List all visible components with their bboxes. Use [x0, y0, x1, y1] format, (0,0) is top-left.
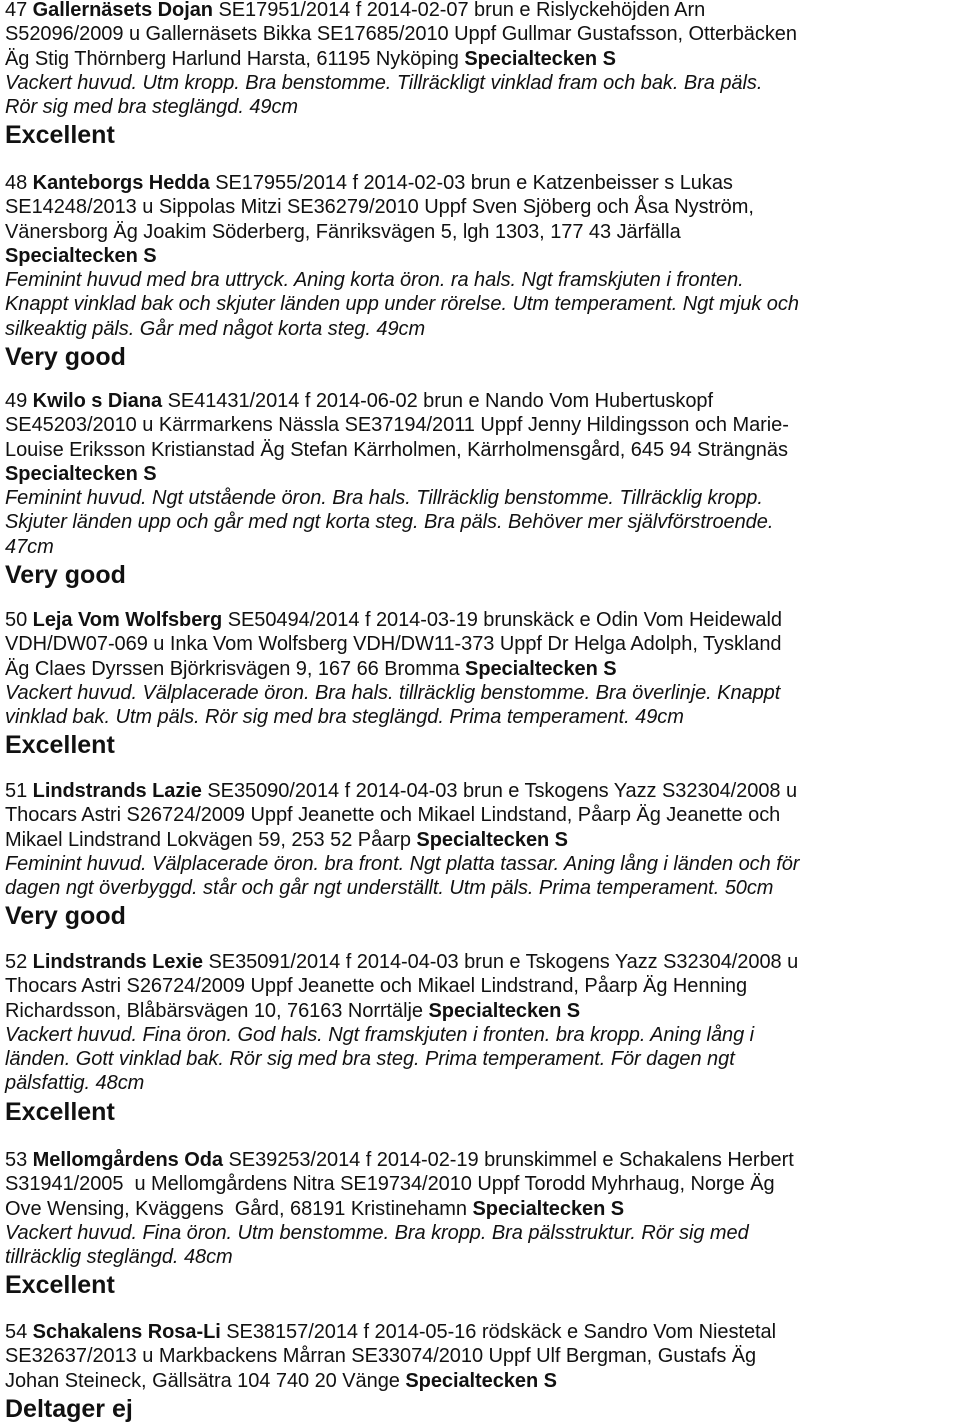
critique-line: Vackert huvud. Fina öron. God hals. Ngt framskjuten i fronten. bra kropp. Aning lång i [5, 1023, 755, 1046]
special-mark: Specialtecken S [416, 828, 568, 851]
critique-line: 47cm [5, 535, 54, 558]
special-mark: Specialtecken S [464, 47, 616, 70]
pedigree-line [5, 657, 957, 681]
pedigree-line: Thocars Astri S26724/2009 Uppf Jeanette och Mikael Lindstrand, Påarp Äg Henning [5, 975, 748, 998]
catalog-number: 48 [5, 172, 28, 194]
critique-line: tillräcklig steglängd. 48cm [5, 1246, 233, 1269]
entry-53 [5, 1148, 957, 1300]
grade: Excellent [5, 121, 115, 150]
pedigree-line [5, 1197, 957, 1221]
pedigree-line: Vänersborg Äg Joakim Söderberg, Fänriksvägen 5, lgh 1303, 177 43 Järfälla [5, 220, 681, 243]
grade: Excellent [5, 1271, 115, 1300]
grade: Deltager ej [5, 1394, 133, 1423]
pedigree-line: Louise Eriksson Kristianstad Äg Stefan Kärrholmen, Kärrholmensgård, 645 94 Strängnäs [5, 438, 788, 461]
pedigree-line [5, 608, 957, 632]
special-mark: Specialtecken S [428, 999, 581, 1022]
critique-line: Feminint huvud med bra uttryck. Aning korta öron. ra hals. Ngt framskjuten i fronten. [5, 269, 744, 292]
special-mark: Specialtecken S [405, 1369, 557, 1392]
critique-line: Knappt vinklad bak och skjuter länden upp under rörelse. Utm temperament. Ngt mjuk och [5, 293, 799, 316]
special-mark: Specialtecken S [5, 244, 157, 267]
pedigree-line [5, 389, 957, 413]
pedigree-line: S31941/2005 u Mellomgårdens Nitra SE19734/2010 Uppf Torodd Myhrhaug, Norge Äg [5, 1173, 775, 1196]
critique-line: vinklad bak. Utm päls. Rör sig med bra steglängd. Prima temperament. 49cm [5, 706, 684, 729]
entry-54 [5, 1320, 957, 1424]
entry-47 [5, 0, 957, 150]
catalog-number: 49 [5, 390, 28, 412]
catalog-number: 47 [5, 0, 28, 21]
pedigree-text: SE39253/2014 f 2014-02-19 brunskimmel e Schakalens Herbert [222, 1149, 794, 1171]
dog-name: Gallernäsets Dojan [32, 0, 213, 21]
dog-name: Leja Vom Wolfsberg [32, 609, 223, 631]
special-mark: Specialtecken S [5, 462, 157, 485]
critique-line: pälsfattig. 48cm [5, 1072, 145, 1095]
special-mark: Specialtecken S [472, 1197, 625, 1220]
grade: Excellent [5, 1097, 115, 1126]
pedigree-text: Mikael Lindstrand Lokvägen 59, 253 52 Påarp [5, 828, 417, 851]
dog-name: Mellomgårdens Oda [32, 1149, 223, 1171]
pedigree-line: SE32637/2013 u Markbackens Mårran SE33074/2010 Uppf Ulf Bergman, Gustafs Äg [5, 1345, 757, 1368]
pedigree-text: SE41431/2014 f 2014-06-02 brun e Nando Vom Hubertuskopf [162, 390, 713, 412]
entry-50 [5, 608, 957, 760]
critique-line: Feminint huvud. Ngt utstående öron. Bra hals. Tillräcklig benstomme. Tillräcklig kropp. [5, 487, 763, 510]
pedigree-line: Thocars Astri S26724/2009 Uppf Jeanette och Mikael Lindstand, Påarp Äg Jeanette och [5, 804, 781, 827]
pedigree-line [5, 999, 957, 1023]
pedigree-line [5, 47, 957, 71]
pedigree-text: SE35091/2014 f 2014-04-03 brun e Tskogens Yazz S32304/2008 u [202, 951, 799, 973]
dog-name: Kanteborgs Hedda [32, 172, 210, 194]
critique-line: Rör sig med bra steglängd. 49cm [5, 96, 299, 119]
dog-name: Schakalens Rosa-Li [32, 1321, 221, 1343]
pedigree-line [5, 171, 957, 195]
grade: Very good [5, 561, 126, 590]
catalog-number: 51 [5, 780, 28, 802]
dog-name: Kwilo s Diana [32, 390, 163, 412]
entry-48 [5, 171, 957, 372]
entry-51 [5, 779, 957, 931]
critique-line: Vackert huvud. Utm kropp. Bra benstomme. Tillräckligt vinklad fram och bak. Bra päls. [5, 71, 763, 94]
catalog-number: 50 [5, 609, 28, 631]
dog-name: Lindstrands Lazie [32, 780, 202, 802]
critique-line: Feminint huvud. Välplacerade öron. bra front. Ngt platta tassar. Aning lång i länden och för [5, 852, 800, 875]
grade: Very good [5, 902, 126, 931]
pedigree-line [5, 779, 957, 803]
dog-name: Lindstrands Lexie [32, 951, 203, 973]
critique-line: länden. Gott vinklad bak. Rör sig med bra steg. Prima temperament. För dagen ngt [5, 1048, 735, 1071]
pedigree-text: Ove Wensing, Kväggens Gård, 68191 Kristinehamn [5, 1197, 473, 1220]
pedigree-text: SE17955/2014 f 2014-02-03 brun e Katzenbeisser s Lukas [209, 172, 733, 194]
special-mark: Specialtecken S [465, 657, 617, 680]
pedigree-text: Johan Steineck, Gällsätra 104 740 20 Vänge [5, 1369, 406, 1392]
grade: Very good [5, 343, 126, 372]
critique-line: dagen ngt överbyggd. står och går ngt underställt. Utm päls. Prima temperament. 50cm [5, 877, 774, 900]
pedigree-line [5, 828, 957, 852]
grade: Excellent [5, 731, 115, 760]
pedigree-text: SE50494/2014 f 2014-03-19 brunskäck e Odin Vom Heidewald [222, 609, 782, 631]
pedigree-text: SE38157/2014 f 2014-05-16 rödskäck e Sandro Vom Niestetal [220, 1321, 776, 1343]
pedigree-text: Äg Claes Dyrssen Björkrisvägen 9, 167 66 Bromma [5, 657, 466, 680]
pedigree-text: SE17951/2014 f 2014-02-07 brun e Rislyckehöjden Arn [212, 0, 706, 21]
critique-line: Vackert huvud. Fina öron. Utm benstomme. Bra kropp. Bra pälsstruktur. Rör sig med [5, 1221, 749, 1244]
pedigree-line [5, 1320, 957, 1344]
entry-49 [5, 389, 957, 590]
pedigree-line [5, 1148, 957, 1172]
pedigree-line: SE45203/2010 u Kärrmarkens Nässla SE37194/2011 Uppf Jenny Hildingsson och Marie- [5, 414, 789, 437]
pedigree-line [5, 950, 957, 974]
pedigree-line: VDH/DW07-069 u Inka Vom Wolfsberg VDH/DW11-373 Uppf Dr Helga Adolph, Tyskland [5, 633, 782, 656]
catalog-number: 52 [5, 951, 28, 973]
catalog-number: 54 [5, 1321, 28, 1343]
critique-line: Skjuter länden upp och går med ngt korta steg. Bra päls. Behöver mer självförstroende. [5, 511, 774, 534]
pedigree-line: SE14248/2013 u Sippolas Mitzi SE36279/2010 Uppf Sven Sjöberg och Åsa Nyström, [5, 196, 754, 219]
pedigree-text: SE35090/2014 f 2014-04-03 brun e Tskogens Yazz S32304/2008 u [201, 780, 798, 802]
pedigree-text: Äg Stig Thörnberg Harlund Harsta, 61195 Nyköping [5, 47, 465, 70]
entry-52 [5, 950, 957, 1127]
pedigree-line [5, 1369, 957, 1393]
critique-line: silkeaktig päls. Går med något korta steg. 49cm [5, 317, 426, 340]
critique-line: Vackert huvud. Välplacerade öron. Bra hals. tillräcklig benstomme. Bra överlinje. Knappt [5, 681, 781, 704]
pedigree-text: Richardsson, Blåbärsvägen 10, 76163 Norrtälje [5, 999, 429, 1022]
pedigree-line: S52096/2009 u Gallernäsets Bikka SE17685/2010 Uppf Gullmar Gustafsson, Otterbäcken [5, 23, 797, 46]
pedigree-line [5, 0, 957, 22]
catalog-number: 53 [5, 1149, 28, 1171]
